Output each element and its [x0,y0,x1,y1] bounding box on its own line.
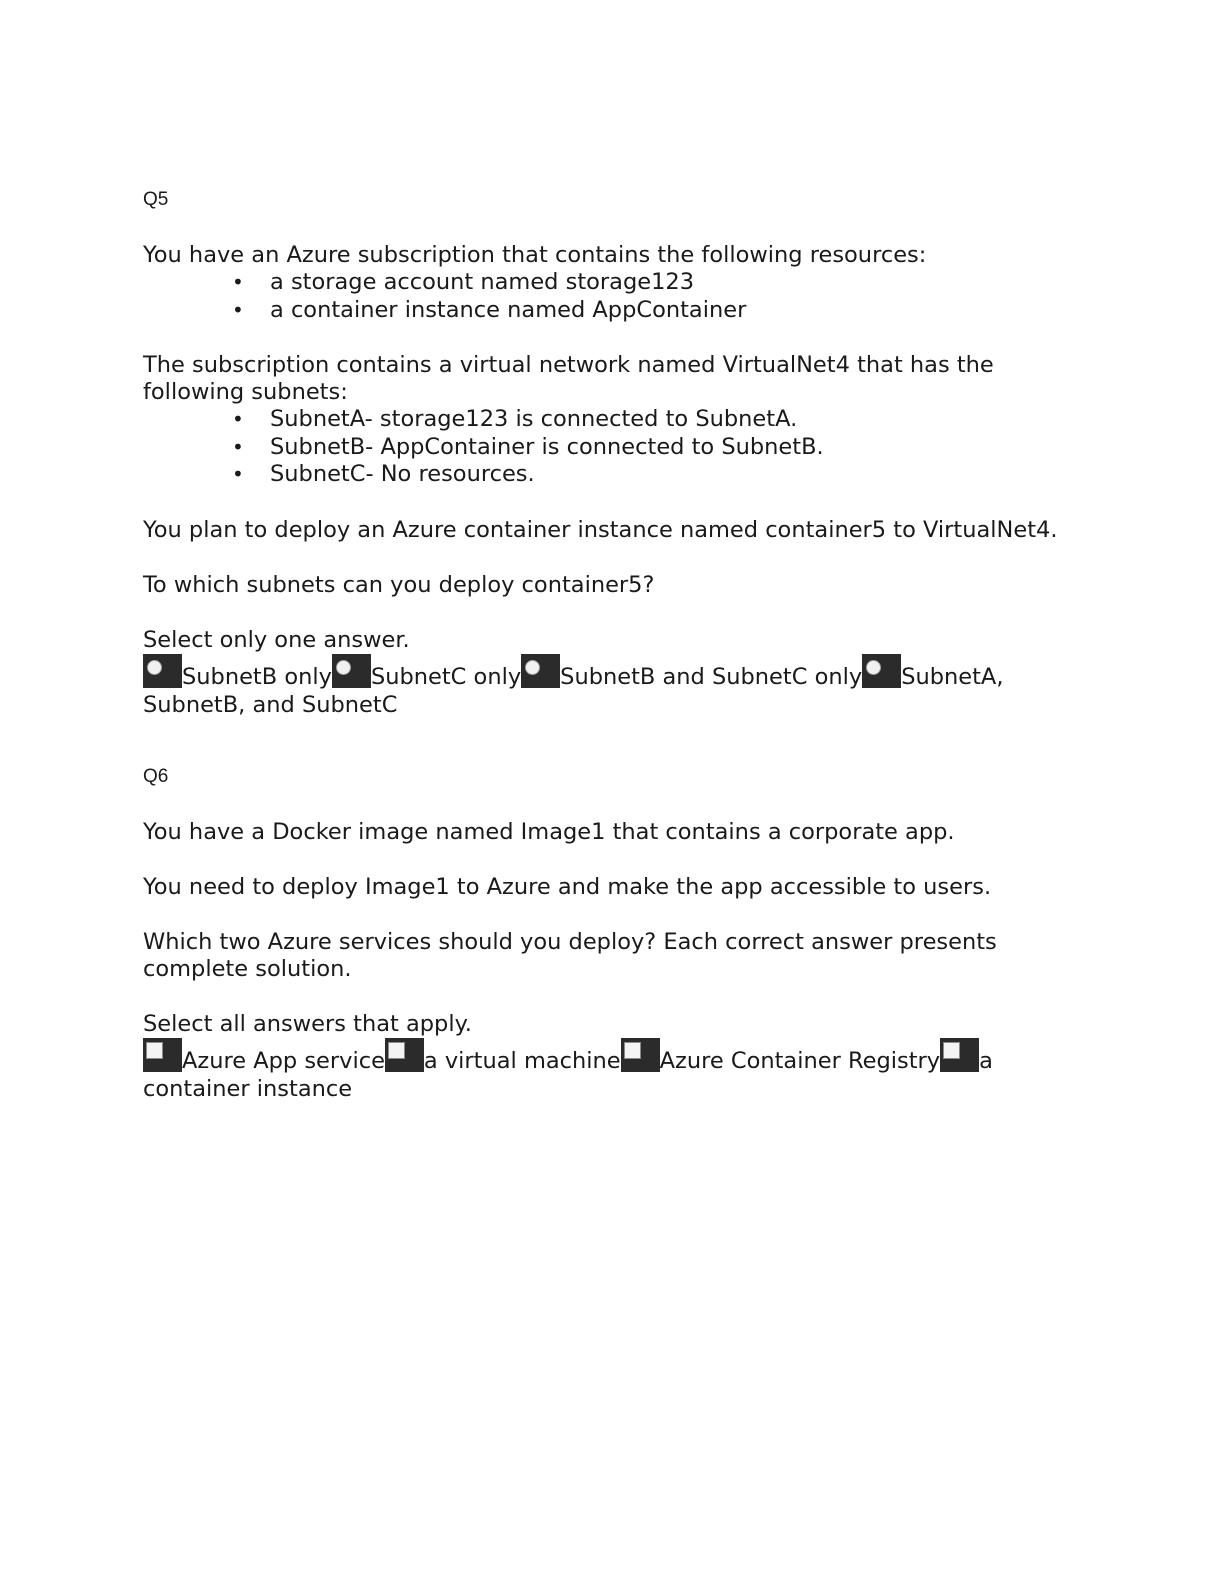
question-5-text: To which subnets can you deploy container5? [143,571,655,598]
bullet-icon: • [232,270,244,294]
radio-option-2[interactable] [332,654,371,688]
list-item: • a container instance named AppContainer [232,296,747,323]
radio-option-3[interactable] [521,654,560,688]
resource-list [143,269,1063,324]
option-label: Azure Container Registry [659,1047,941,1074]
bullet-icon: • [232,434,244,459]
checkbox-option-3[interactable] [621,1038,660,1072]
question-6-need: You need to deploy Image1 to Azure and make the app accessible to users. [143,873,992,900]
radio-option-1[interactable] [143,654,182,688]
checkbox-option-1[interactable] [143,1038,182,1072]
bullet-icon: • [232,462,244,486]
question-6-intro: You have a Docker image named Image1 that contains a corporate app. [143,818,955,845]
list-item: • SubnetC- No resources. [232,461,535,487]
option-label: a container instance [143,1047,993,1102]
radio-option-4[interactable] [862,654,901,688]
option-label: SubnetC only [370,663,522,690]
checkbox-option-2[interactable] [385,1038,424,1072]
deploy-plan: You plan to deploy an Azure container instance named container5 to VirtualNet4. [143,516,1058,543]
option-label: Azure App service [182,1047,385,1074]
document-page [143,186,1063,1103]
question-6-label: Q6 [143,765,169,787]
list-item: • SubnetB- AppContainer is connected to SubnetB. [232,433,824,460]
checkbox-option-4[interactable] [940,1038,979,1072]
option-label: SubnetB only [182,663,332,690]
option-label: SubnetA, SubnetB, and SubnetC [143,663,1004,718]
question-5-instruction: Select only one answer. [143,626,410,653]
question-6-text: Which two Azure services should you deploy? Each correct answer presents complete solution. [143,928,997,982]
bullet-icon: • [232,407,244,431]
question-6-instruction: Select all answers that apply. [143,1010,472,1037]
option-label: a virtual machine [423,1047,621,1074]
option-label: SubnetB and SubnetC only [560,663,863,690]
question-6-options [143,1038,1063,1103]
list-item: • a storage account named storage123 [232,269,695,295]
question-5-label: Q5 [143,189,169,210]
bullet-icon: • [232,297,244,322]
question-5-options [143,654,1063,719]
question-5-intro: You have an Azure subscription that contains the following resources: [143,242,927,268]
list-item: • SubnetA- storage123 is connected to SubnetA. [232,406,798,432]
subnets-intro: The subscription contains a virtual network named VirtualNet4 that has the following subnets: [143,352,994,405]
subnet-list [143,406,1063,489]
